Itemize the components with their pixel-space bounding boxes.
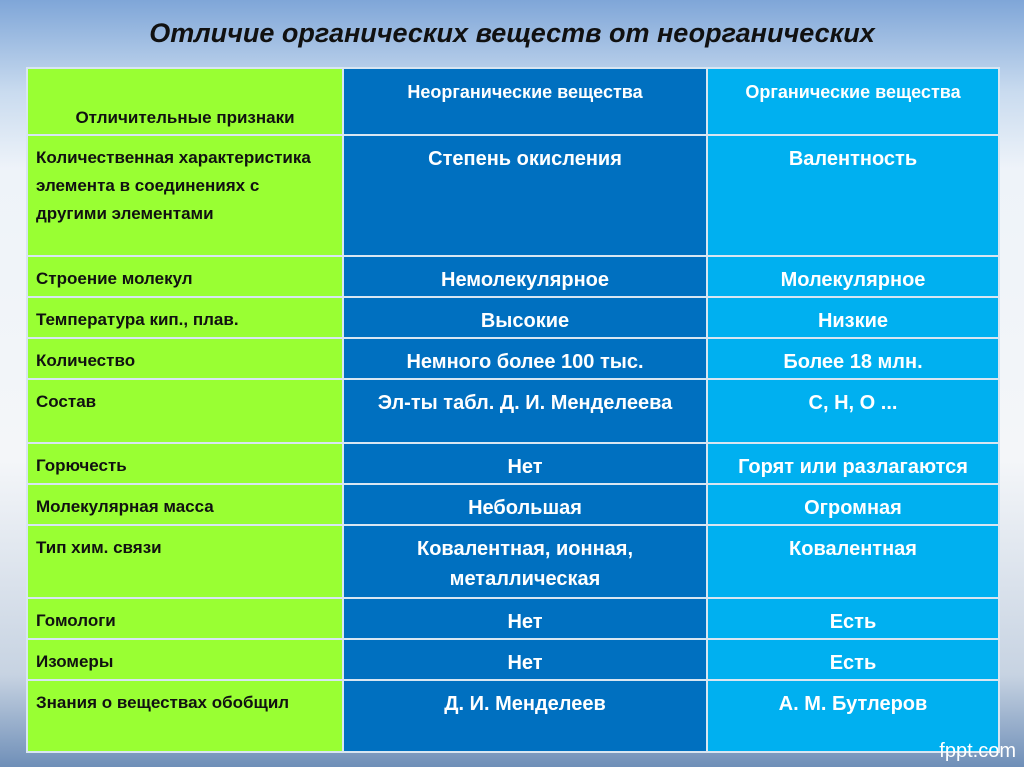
feature-cell: Изомеры xyxy=(27,639,343,680)
table-row xyxy=(27,598,999,639)
table-row xyxy=(27,297,999,338)
footer-watermark: fppt.com xyxy=(939,740,1016,762)
feature-cell: Температура кип., плав. xyxy=(27,297,343,338)
header-features: Отличительные признаки xyxy=(27,68,343,135)
inorganic-cell: Эл-ты табл. Д. И. Менделеева xyxy=(343,379,707,443)
inorganic-cell: Нет xyxy=(343,639,707,680)
inorganic-cell: Ковалентная, ионная, металлическая xyxy=(343,525,707,598)
table-row xyxy=(27,379,999,443)
header-organic: Органические вещества xyxy=(707,68,999,135)
inorganic-cell: Степень окисления xyxy=(343,135,707,256)
table-row xyxy=(27,639,999,680)
organic-cell: Ковалентная xyxy=(707,525,999,598)
comparison-table xyxy=(26,67,1000,753)
table-row xyxy=(27,484,999,525)
feature-cell: Строение молекул xyxy=(27,256,343,297)
table-row xyxy=(27,135,999,256)
feature-cell: Состав xyxy=(27,379,343,443)
organic-cell: Валентность xyxy=(707,135,999,256)
table-row xyxy=(27,256,999,297)
feature-cell: Знания о веществах обобщил xyxy=(27,680,343,752)
inorganic-cell: Немолекулярное xyxy=(343,256,707,297)
feature-cell: Количественная характеристика элемента в соединениях с другими элементами xyxy=(27,135,343,256)
feature-cell: Количество xyxy=(27,338,343,379)
organic-cell: Огромная xyxy=(707,484,999,525)
header-inorganic: Неорганические вещества xyxy=(343,68,707,135)
table-row xyxy=(27,338,999,379)
slide-title: Отличие органических веществ от неорганических xyxy=(149,18,875,48)
feature-cell: Тип хим. связи xyxy=(27,525,343,598)
feature-cell: Гомологи xyxy=(27,598,343,639)
organic-cell: Более 18 млн. xyxy=(707,338,999,379)
inorganic-cell: Нет xyxy=(343,443,707,484)
organic-cell: Молекулярное xyxy=(707,256,999,297)
inorganic-cell: Небольшая xyxy=(343,484,707,525)
table-header-row xyxy=(27,68,999,135)
feature-cell: Горючесть xyxy=(27,443,343,484)
organic-cell: C, H, O ... xyxy=(707,379,999,443)
inorganic-cell: Немного более 100 тыс. xyxy=(343,338,707,379)
organic-cell: Низкие xyxy=(707,297,999,338)
table-row xyxy=(27,525,999,598)
organic-cell: Есть xyxy=(707,639,999,680)
feature-cell: Молекулярная масса xyxy=(27,484,343,525)
organic-cell: А. М. Бутлеров xyxy=(707,680,999,752)
table-row xyxy=(27,443,999,484)
organic-cell: Есть xyxy=(707,598,999,639)
organic-cell: Горят или разлагаются xyxy=(707,443,999,484)
inorganic-cell: Д. И. Менделеев xyxy=(343,680,707,752)
inorganic-cell: Нет xyxy=(343,598,707,639)
inorganic-cell: Высокие xyxy=(343,297,707,338)
table-row xyxy=(27,680,999,752)
